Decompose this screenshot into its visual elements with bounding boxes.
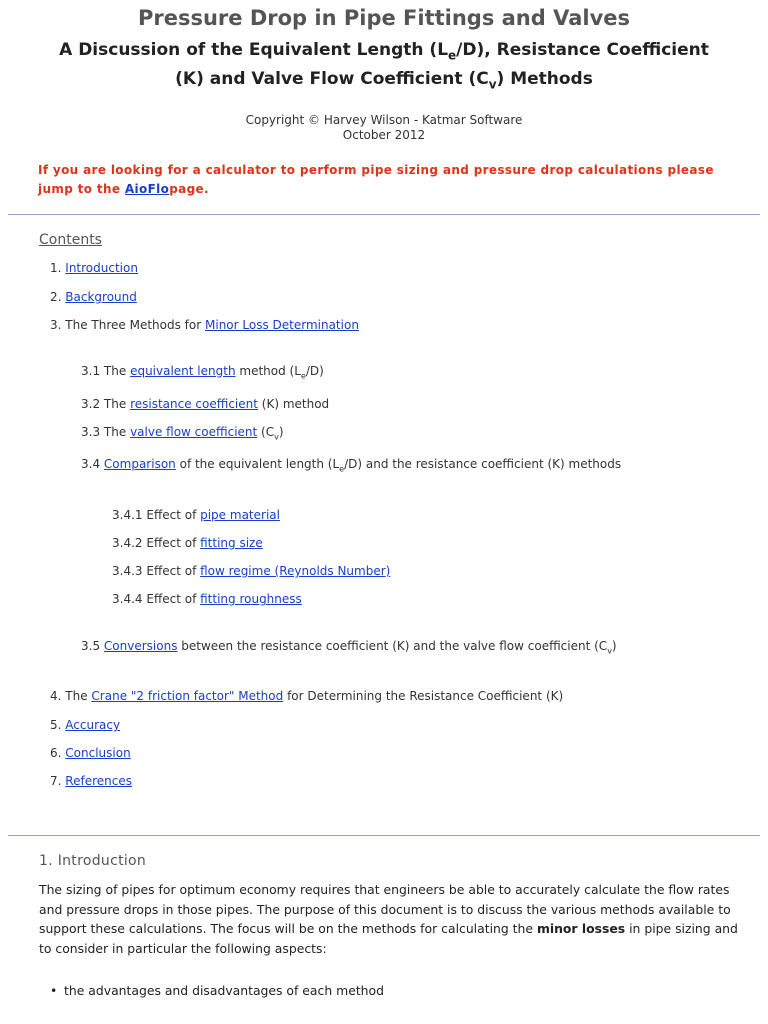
publication-date: October 2012 xyxy=(342,127,426,142)
toc-item-5: 5. Accuracy xyxy=(50,718,121,732)
divider-bottom xyxy=(8,835,760,836)
toc-item-3-4-4: 3.4.4 Effect of fitting roughness xyxy=(112,592,302,606)
copyright-line: Copyright © Harvey Wilson - Katmar Software xyxy=(245,112,523,127)
page-subtitle: A Discussion of the Equivalent Length $(L_e/D)$, Resistance Coefficient (K) and Valve Flow Coefficient $(C_v)$ Methods xyxy=(59,40,709,92)
toc-item-7: 7. References xyxy=(50,774,132,788)
toc-item-2: 2. Background xyxy=(50,290,137,304)
toc-item-4: 4. The Crane "2 friction factor" Method for Determining the Resistance Coefficient (K) xyxy=(50,689,564,703)
aioflo-link[interactable]: AioFlo xyxy=(124,181,170,196)
toc-item-3: 3. The Three Methods for Minor Loss Determination xyxy=(50,318,359,332)
toc-item-3-1: 3.1 The equivalent length method $(L_e/D)$ xyxy=(81,364,324,381)
toc-link-conversions[interactable]: Conversions xyxy=(103,639,178,653)
toc-link-introduction[interactable]: Introduction xyxy=(65,261,138,275)
toc-link-accuracy[interactable]: Accuracy xyxy=(65,718,121,732)
toc-item-3-5: 3.5 Conversions between the resistance coefficient (K) and the valve flow coefficient $(C_v)$ xyxy=(81,639,617,656)
introduction-paragraph: The sizing of pipes for optimum economy requires that engineers be able to accurately calculate the flow rates and pressure drops in those pipes. The purpose of this document is to discuss the various methods available to support these calculations. The focus will be on the methods for calculating the minor losses in pipe sizing and to consider in particular the following aspects: xyxy=(39,882,738,956)
contents-heading: Contents xyxy=(39,232,102,248)
toc-link-flow-regime[interactable]: flow regime (Reynolds Number) xyxy=(200,564,391,578)
toc-link-references[interactable]: References xyxy=(65,774,132,788)
toc-link-minor-loss[interactable]: Minor Loss Determination xyxy=(205,318,359,332)
toc-link-valve-flow-coefficient[interactable]: valve flow coefficient xyxy=(130,425,258,439)
toc-link-fitting-size[interactable]: fitting size xyxy=(200,536,263,550)
introduction-heading: 1. Introduction xyxy=(39,853,147,869)
toc-item-3-4-3: 3.4.3 Effect of flow regime (Reynolds Number) xyxy=(112,564,391,578)
copyright xyxy=(0,113,768,143)
toc-item-3-4-1: 3.4.1 Effect of pipe material xyxy=(112,508,280,522)
list-item: • the advantages and disadvantages of each method xyxy=(64,983,384,998)
toc-link-comparison[interactable]: Comparison xyxy=(103,457,176,471)
toc-item-1: 1. Introduction xyxy=(50,261,138,275)
toc-link-resistance-coefficient[interactable]: resistance coefficient xyxy=(130,397,258,411)
toc-link-pipe-material[interactable]: pipe material xyxy=(200,508,280,522)
toc-item-3-2: 3.2 The resistance coefficient (K) method xyxy=(81,397,330,411)
calculator-notice: If you are looking for a calculator to perform pipe sizing and pressure drop calculations please jump to the AioFlopage. xyxy=(38,162,714,196)
toc-link-conclusion[interactable]: Conclusion xyxy=(65,746,131,760)
toc-link-background[interactable]: Background xyxy=(65,290,137,304)
toc-link-fitting-roughness[interactable]: fitting roughness xyxy=(200,592,302,606)
toc-link-equivalent-length[interactable]: equivalent length xyxy=(130,364,236,378)
toc-item-6: 6. Conclusion xyxy=(50,746,131,760)
toc-item-3-4: 3.4 Comparison of the equivalent length $(L_e/D)$ and the resistance coefficient (K) methods xyxy=(81,457,622,474)
page-title: Pressure Drop in Pipe Fittings and Valves xyxy=(137,6,631,30)
toc-item-3-3: 3.3 The valve flow coefficient $(C_v)$ xyxy=(81,425,284,442)
toc-link-crane-method[interactable]: Crane "2 friction factor" Method xyxy=(91,689,284,703)
divider-top xyxy=(8,214,760,215)
toc-item-3-4-2: 3.4.2 Effect of fitting size xyxy=(112,536,263,550)
